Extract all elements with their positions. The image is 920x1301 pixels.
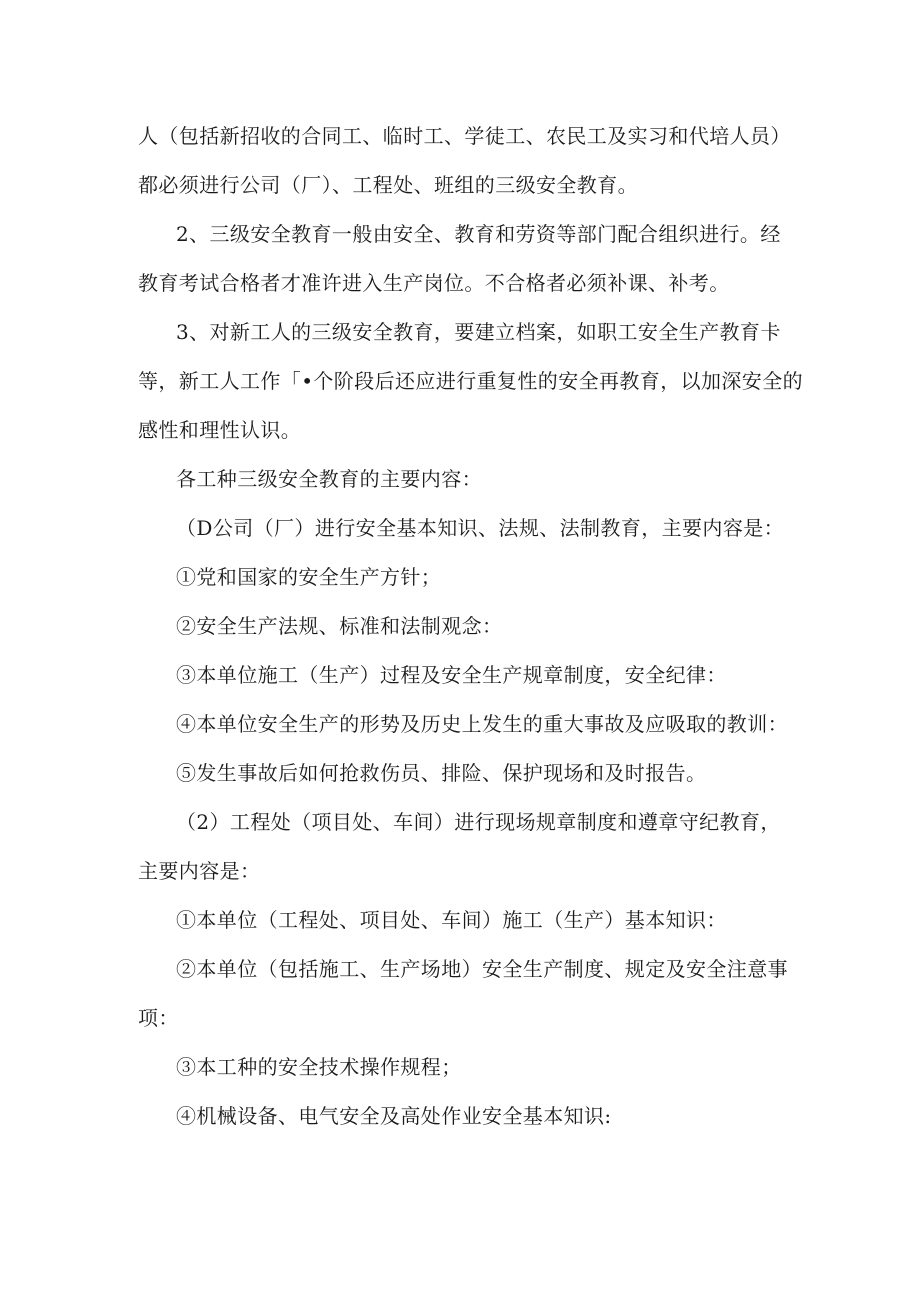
paragraph-line: ②安全生产法规、标准和法制观念： — [176, 614, 503, 638]
list-item — [138, 1043, 788, 1092]
paragraph-line: ③本单位施工（生产）过程及安全生产规章制度，安全纪律： — [176, 663, 727, 687]
paragraph-line: 3、对新工人的三级安全教育，要建立档案，如职工安全生产教育卡 — [176, 320, 781, 344]
list-item — [138, 749, 788, 798]
list-item — [138, 602, 788, 651]
paragraph-line: 各工种三级安全教育的主要内容： — [176, 467, 482, 491]
paragraph-line: ④机械设备、电气安全及高处作业安全基本知识: — [176, 1104, 612, 1128]
list-item — [138, 651, 788, 700]
paragraph-line: 人（包括新招收的合同工、临时工、学徒工、农民工及实习和代培人员） — [138, 124, 791, 148]
section-heading — [138, 455, 788, 504]
paragraph-1 — [138, 112, 791, 210]
list-item — [138, 896, 788, 945]
list-item — [138, 1092, 788, 1141]
paragraph-line: ②本单位（包括施工、生产场地）安全生产制度、规定及安全注意事 — [176, 957, 788, 981]
paragraph-line: ③本工种的安全技术操作规程； — [176, 1055, 462, 1079]
list-item — [138, 553, 788, 602]
list-item — [138, 945, 788, 1043]
paragraph-2 — [138, 210, 788, 308]
paragraph-line: （D公司（厂）进行安全基本知识、法规、法制教育，主要内容是： — [176, 516, 785, 540]
paragraph-line: ④本单位安全生产的形势及历史上发生的重大事故及应吸取的教训： — [176, 712, 788, 736]
paragraph-line: 主要内容是： — [138, 859, 261, 883]
paragraph-line: 等，新工人工作「•个阶段后还应进行重复性的安全再教育，以加深安全的 — [138, 369, 803, 393]
paragraph-line: 2、三级安全教育一般由安全、教育和劳资等部门配合组织进行。经 — [176, 222, 781, 246]
paragraph-line: （2）工程处（项目处、车间）进行现场规章制度和遵章守纪教育， — [176, 810, 781, 834]
paragraph-3 — [138, 308, 803, 455]
paragraph-line: 都必须进行公司（厂）、工程处、班组的三级安全教育。 — [138, 173, 638, 197]
subsection-2-heading — [138, 798, 788, 896]
subsection-1-heading — [138, 504, 788, 553]
list-item — [138, 700, 788, 749]
paragraph-line: ①党和国家的安全生产方针； — [176, 565, 442, 589]
paragraph-line: 感性和理性认识。 — [138, 418, 302, 442]
paragraph-line: ⑤发生事故后如何抢救伤员、排险、保护现场和及时报告。 — [176, 761, 707, 785]
paragraph-line: ①本单位（工程处、项目处、车间）施工（生产）基本知识： — [176, 908, 727, 932]
paragraph-line: 项： — [138, 1006, 179, 1030]
paragraph-line: 教育考试合格者才准许进入生产岗位。不合格者必须补课、补考。 — [138, 271, 730, 295]
document-body — [138, 112, 803, 1141]
